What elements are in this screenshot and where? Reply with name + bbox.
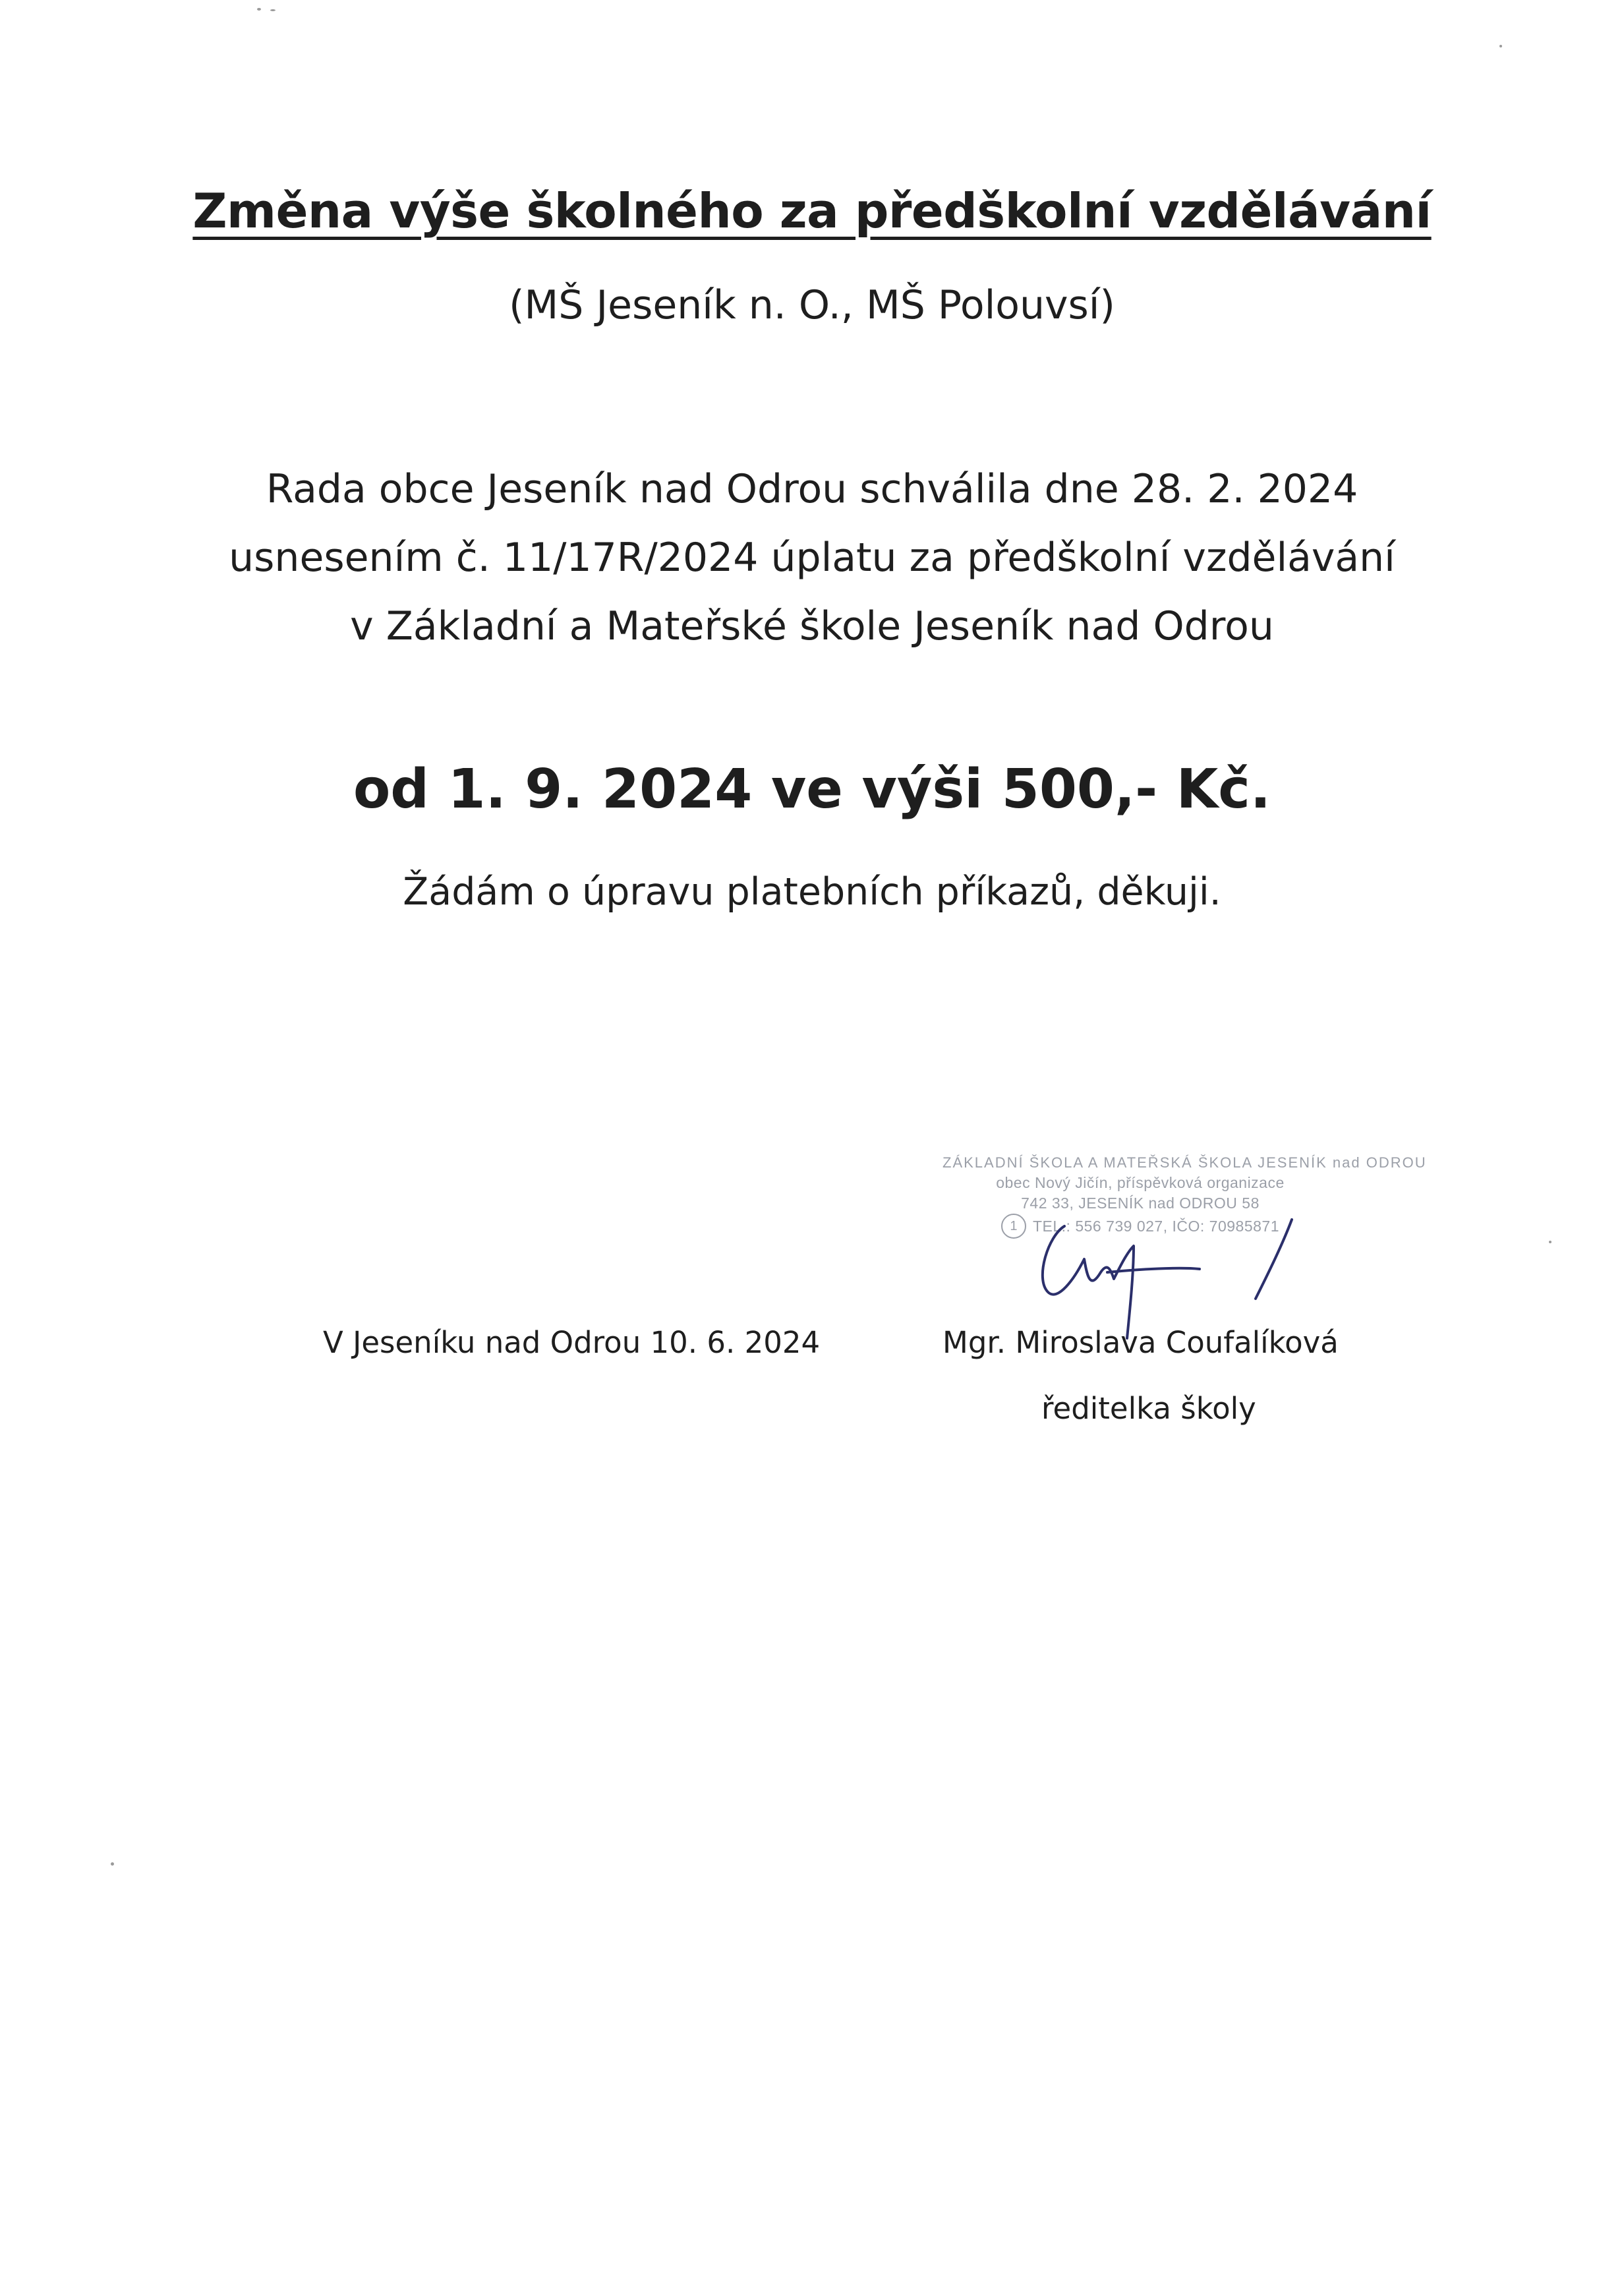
document-title bbox=[0, 183, 1624, 239]
stamp-line-organization: obec Nový Jičín, příspěvková organizace bbox=[996, 1174, 1285, 1191]
signer-role: ředitelka školy bbox=[1041, 1391, 1256, 1426]
handwritten-signature bbox=[1028, 1206, 1305, 1345]
signer-name: Mgr. Miroslava Coufalíková bbox=[942, 1325, 1339, 1360]
scan-speck bbox=[111, 1862, 114, 1866]
scan-speck bbox=[270, 9, 276, 11]
decision-paragraph bbox=[0, 455, 1624, 661]
paragraph-line: Rada obce Jeseník nad Odrou schválila dne 28. 2. 2024 bbox=[266, 466, 1358, 512]
stamp-line-contact: TEL.: 556 739 027, IČO: 70985871 bbox=[1032, 1217, 1280, 1235]
fee-amount: od 1. 9. 2024 ve výši 500,- Kč. bbox=[353, 758, 1271, 821]
document-title-text: Změna výše školného za předškolní vzdělávání bbox=[192, 183, 1432, 239]
paragraph-line: usnesením č. 11/17R/2024 úplatu za předškolní vzdělávání bbox=[229, 535, 1395, 581]
paragraph-line: v Základní a Mateřské škole Jeseník nad Odrou bbox=[350, 603, 1274, 649]
payment-request: Žádám o úpravu platebních příkazů, děkuji. bbox=[403, 870, 1221, 914]
scan-speck bbox=[1549, 1241, 1552, 1243]
stamp-number-badge: 1 bbox=[1001, 1214, 1026, 1239]
scan-speck bbox=[1499, 45, 1502, 47]
document-subtitle: (MŠ Jeseník n. O., MŠ Polouvsí) bbox=[509, 282, 1115, 328]
stamp-line-address: 742 33, JESENÍK nad ODROU 58 bbox=[1021, 1195, 1260, 1212]
stamp-line-school: ZÁKLADNÍ ŠKOLA A MATEŘSKÁ ŠKOLA JESENÍK nad ODROU bbox=[942, 1154, 1427, 1171]
scan-speck bbox=[257, 8, 261, 11]
place-and-date: V Jeseníku nad Odrou 10. 6. 2024 bbox=[323, 1325, 821, 1360]
